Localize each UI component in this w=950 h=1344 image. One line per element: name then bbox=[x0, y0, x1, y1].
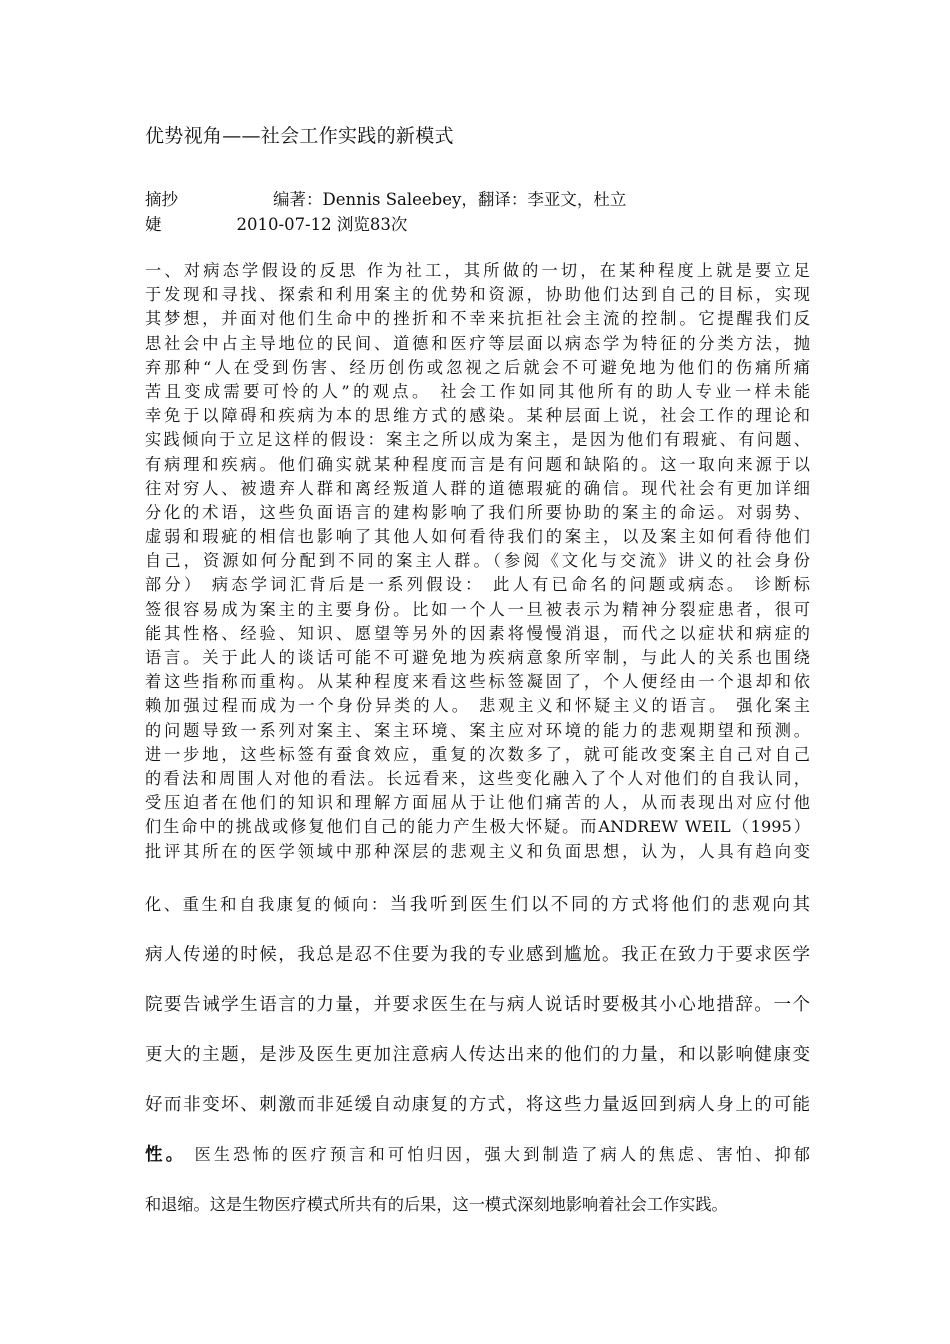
excerpt-label: 摘抄 bbox=[145, 190, 178, 209]
body-text-line: 批评其所在的医学领域中那种深层的悲观主义和负面思想，认为，人具有趋向变 bbox=[145, 841, 810, 861]
article-meta-line bbox=[145, 186, 626, 210]
body-text-line: 幸免于以障碍和疾病为本的思维方式的感染。某种层面上说，社会工作的理论和 bbox=[145, 406, 810, 426]
body-text-line: 一、对病态学假设的反思 作为社工，其所做的一切，在某种程度上就是要立足 bbox=[145, 261, 810, 280]
body-text-line: 虚弱和瑕疵的相信也影响了其他人如何看待我们的案主，以及案主如何看待他们 bbox=[145, 527, 810, 547]
body-text-line: 其梦想，并面对他们生命中的挫折和不幸来抗拒社会主流的控制。它提醒我们反 bbox=[145, 309, 810, 329]
quote-line: 好而非变坏、刺激而非延缓自动康复的方式，将这些力量返回到病人身上的可能 bbox=[145, 1095, 810, 1115]
body-text-line: 实践倾向于立足这样的假设：案主之所以成为案主，是因为他们有瑕疵、有问题、 bbox=[145, 430, 810, 450]
quote-end: 性。 bbox=[145, 1145, 187, 1165]
article-body bbox=[145, 259, 810, 864]
article-title: 优势视角——社会工作实践的新模式 bbox=[145, 125, 454, 147]
author-credits-continued: 婕 bbox=[145, 215, 162, 234]
body-text-line: 们生命中的挑战或修复他们自己的能力产生极大怀疑。而ANDREW WEIL（1995） bbox=[145, 817, 810, 837]
body-text-line: 往对穷人、被遗弃人群和离经叛道人群的道德瑕疵的确信。现代社会有更加详细 bbox=[145, 478, 810, 498]
body-text-line: 苦且变成需要可怜的人”的观点。 社会工作如同其他所有的助人专业一样未能 bbox=[145, 381, 810, 401]
body-text-line: 进一步地，这些标签有蚕食效应，重复的次数多了，就可能改变案主自己对自己 bbox=[145, 744, 810, 764]
body-text-line: 着这些指称而重构。从某种程度来看这些标签凝固了，个人便经由一个退却和依 bbox=[145, 672, 810, 692]
author-credits: 编著：Dennis Saleebey，翻译：李亚文，杜立 bbox=[273, 190, 627, 209]
body-text-line: 和退缩。这是生物医疗模式所共有的后果，这一模式深刻地影响着社会工作实践。 bbox=[145, 1195, 728, 1214]
date-and-views: 2010-07-12 浏览83次 bbox=[236, 215, 408, 234]
body-text-line: 的看法和周围人对他的看法。长远看来，这些变化融入了个人对他们的自我认同， bbox=[145, 768, 810, 788]
body-text-line: 自己，资源如何分配到不同的案主人群。（参阅《文化与交流》讲义的社会身份 bbox=[145, 551, 810, 571]
body-text-line: 语言。关于此人的谈话可能不可避免地为疾病意象所宰制，与此人的关系也围绕 bbox=[145, 648, 810, 667]
quote-line: 更大的主题，是涉及医生更加注意病人传达出来的他们的力量，和以影响健康变 bbox=[145, 1045, 810, 1065]
quote-text: 当我听到医生们以不同的方式将他们的悲观向其 bbox=[389, 895, 810, 915]
body-text-line: 的问题导致一系列对案主、案主环境、案主应对环境的能力的悲观期望和预测。 bbox=[145, 720, 810, 740]
quote-section bbox=[145, 893, 810, 1243]
quote-line: 院要告诫学生语言的力量，并要求医生在与病人说话时要极其小心地措辞。一个 bbox=[145, 995, 810, 1015]
body-text-line: 分化的术语，这些负面语言的建构影响了我们所要协助的案主的命运。对弱势、 bbox=[145, 502, 810, 522]
body-text-line: 受压迫者在他们的知识和理解方面屈从于让他们痛苦的人，从而表现出对应付他 bbox=[145, 793, 810, 813]
body-text-line: 有病理和疾病。他们确实就某种程度而言是有问题和缺陷的。这一取向来源于以 bbox=[145, 454, 810, 474]
body-text: 医生恐怖的医疗预言和可怕归因，强大到制造了病人的焦虑、害怕、抑郁 bbox=[186, 1145, 810, 1164]
quote-line: 病人传递的时候，我总是忍不住要为我的专业感到尴尬。我正在致力于要求医学 bbox=[145, 945, 810, 965]
body-text-line: 弃那种“人在受到伤害、经历创伤或忽视之后就会不可避免地为他们的伤痛所痛 bbox=[145, 357, 810, 377]
body-text-line: 思社会中占主导地位的民间、道德和医疗等层面以病态学为特征的分类方法，抛 bbox=[145, 333, 810, 353]
quote-lead-in: 化、重生和自我康复的倾向： bbox=[145, 895, 390, 914]
body-text-line: 部分） 病态学词汇背后是一系列假设： 此人有已命名的问题或病态。 诊断标 bbox=[145, 575, 810, 595]
article-meta-line-2 bbox=[145, 211, 407, 235]
body-text-line: 签很容易成为案主的主要身份。比如一个人一旦被表示为精神分裂症患者，很可 bbox=[145, 599, 810, 619]
body-text-line: 于发现和寻找、探索和利用案主的优势和资源，协助他们达到自己的目标，实现 bbox=[145, 285, 810, 305]
body-text-line: 能其性格、经验、知识、愿望等另外的因素将慢慢消退，而代之以症状和病症的 bbox=[145, 623, 810, 643]
body-text-line: 赖加强过程而成为一个身份异类的人。 悲观主义和怀疑主义的语言。 强化案主 bbox=[145, 696, 810, 716]
